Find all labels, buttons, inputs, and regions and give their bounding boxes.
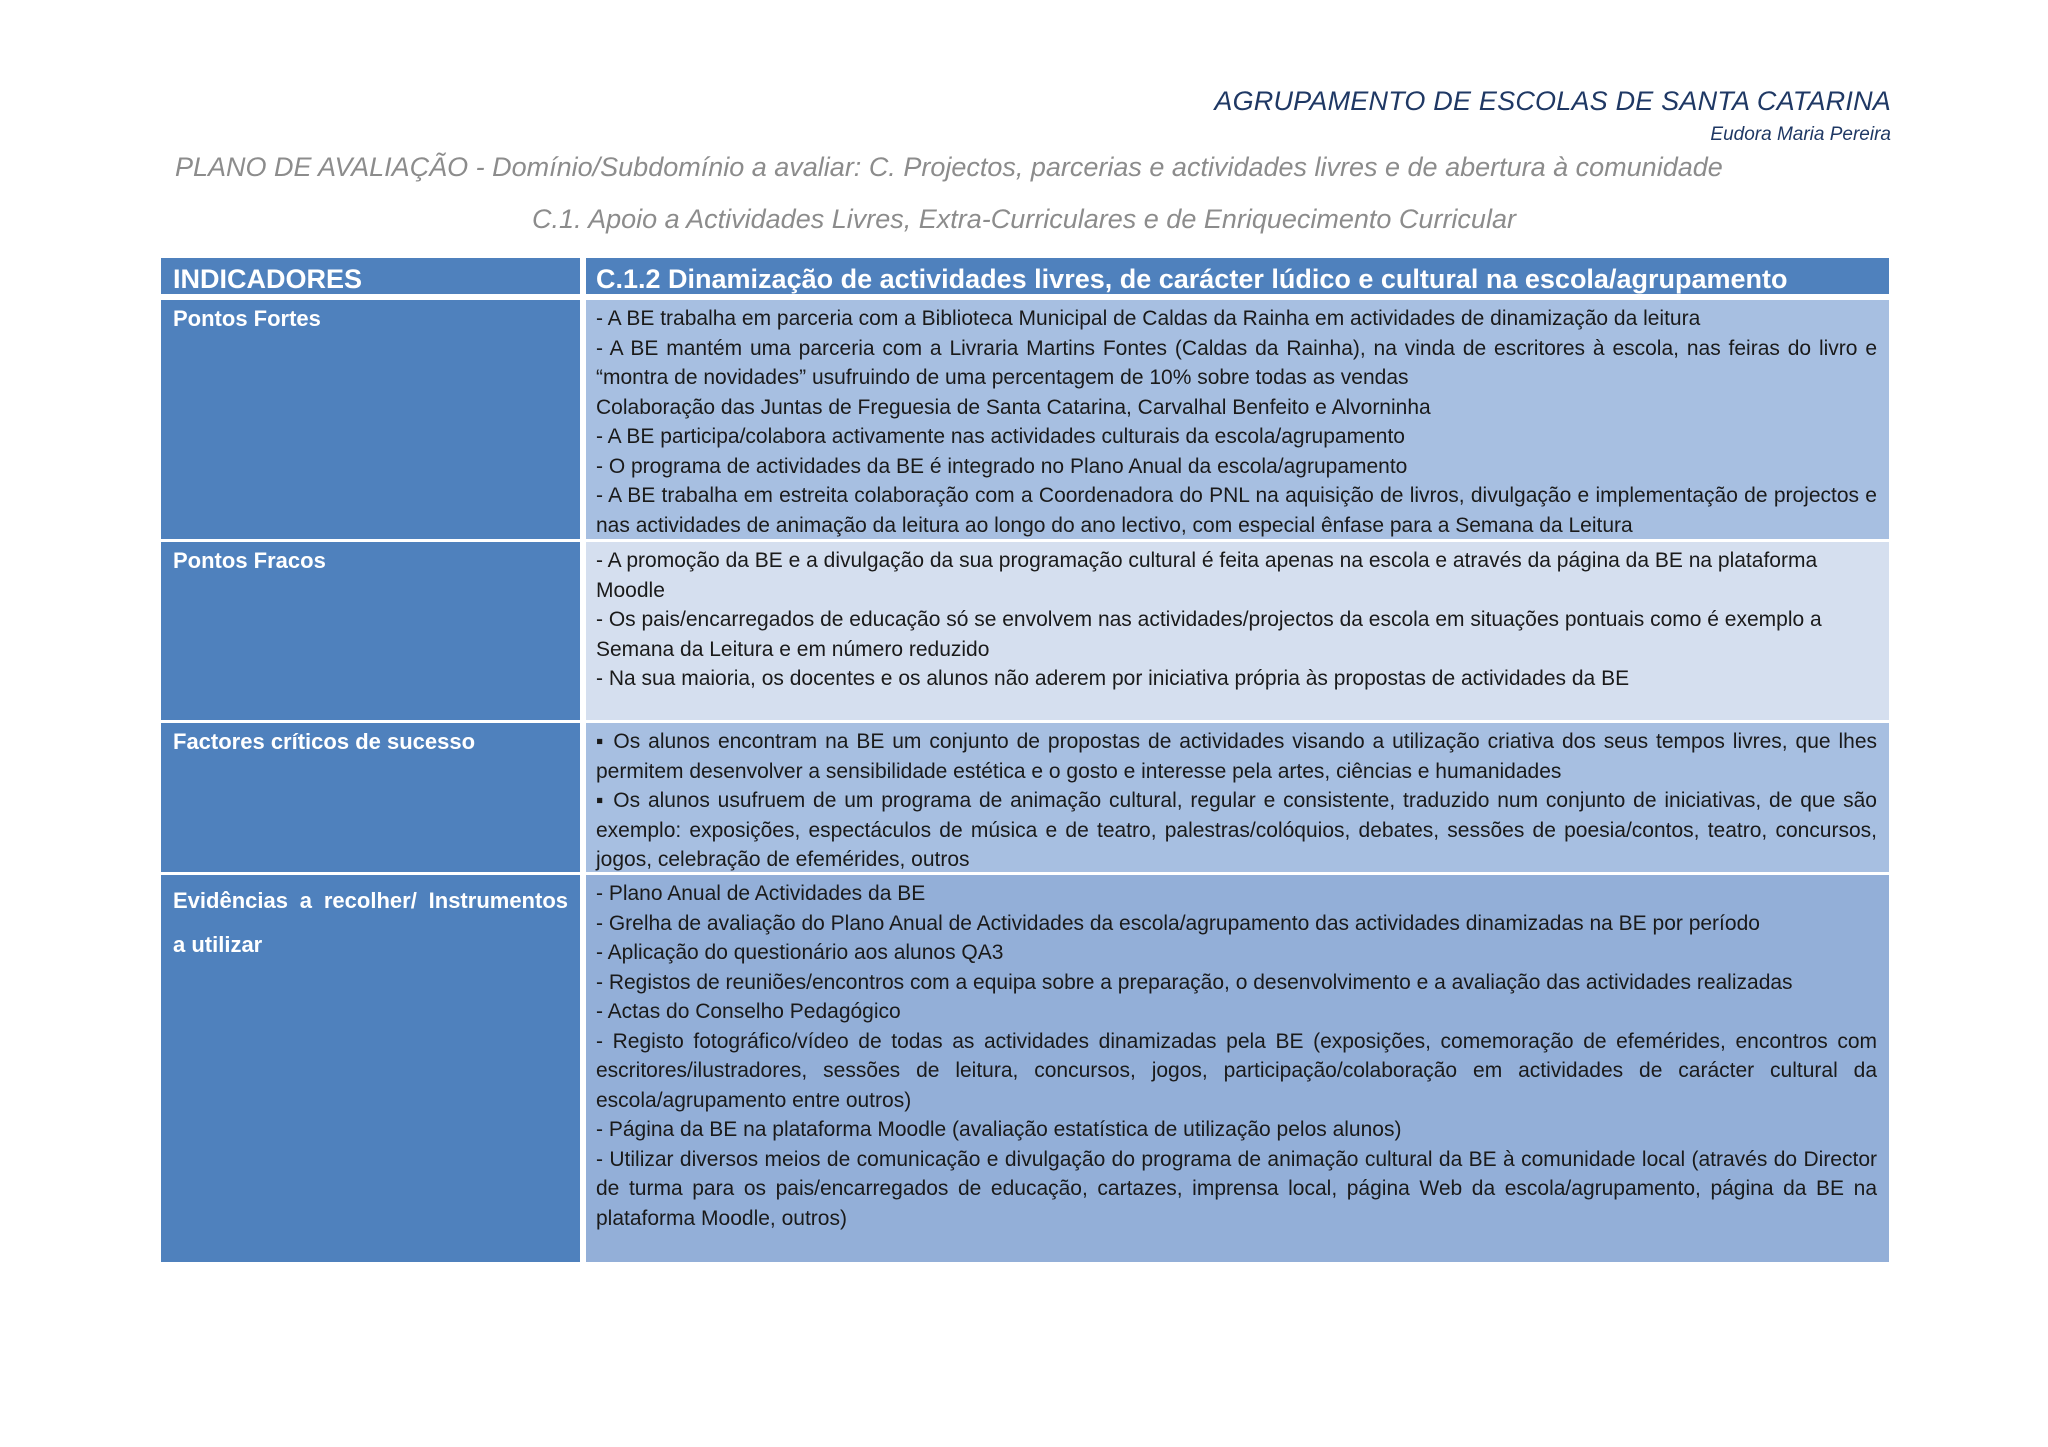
row-line: - A BE trabalha em estreita colaboração com a Coordenadora do PNL na aquisição de livros, divulgação e implementação de projectos e nas actividades de animação da leitura ao longo do ano lectivo, com especial ênfase para a Semana da Leitura xyxy=(596,484,1877,537)
table-row xyxy=(161,300,1889,542)
row-line: - Na sua maioria, os docentes e os alunos não aderem por iniciativa própria às propostas de actividades da BE xyxy=(596,667,1630,690)
table-row xyxy=(161,542,1889,723)
row-line: - A BE trabalha em parceria com a Biblioteca Municipal de Caldas da Rainha em actividades de dinamização da leitura xyxy=(596,307,1701,330)
row-line: - Os pais/encarregados de educação só se envolvem nas actividades/projectos da escola em situações pontuais como é exemplo a Semana da Leitura e em número reduzido xyxy=(596,608,1822,661)
row-line: ▪ Os alunos usufruem de um programa de animação cultural, regular e consistente, traduzido num conjunto de iniciativas, de que são exemplo: exposições, espectáculos de música e de teatro, palestras/colóquios, debates, sessões de poesia/contos, teatro, concursos, jogos, celebração de efemérides, outros xyxy=(596,789,1877,871)
row-line: - Página da BE na plataforma Moodle (avaliação estatística de utilização pelos alunos) xyxy=(596,1118,1402,1141)
table-row xyxy=(161,723,1889,875)
plan-title: PLANO DE AVALIAÇÃO - Domínio/Subdomínio a avaliar: C. Projectos, parcerias e actividades livres e de abertura à comunidade xyxy=(175,152,1723,182)
organization-name: AGRUPAMENTO DE ESCOLAS DE SANTA CATARINA xyxy=(1214,86,1891,116)
section-subtitle: C.1. Apoio a Actividades Livres, Extra-Curriculares e de Enriquecimento Curricular xyxy=(532,204,1516,234)
evaluation-table xyxy=(161,258,1889,1265)
row-line: - O programa de actividades da BE é integrado no Plano Anual da escola/agrupamento xyxy=(596,454,1408,478)
row-line: - Registos de reuniões/encontros com a equipa sobre a preparação, o desenvolvimento e a avaliação das actividades realizadas xyxy=(596,970,1793,994)
row-line: - A BE participa/colabora activamente nas actividades culturais da escola/agrupamento xyxy=(596,425,1405,448)
row-line: ▪ Os alunos encontram na BE um conjunto de propostas de actividades visando a utilização criativa dos seus tempos livres, que lhes permitem desenvolver a sensibilidade estética e o gosto e interesse pela artes, ciências e humanidades xyxy=(596,730,1877,783)
row-line: - Aplicação do questionário aos alunos QA3 xyxy=(596,941,1004,964)
row-content xyxy=(586,723,1889,875)
row-label: Evidências a recolher/ Instrumentos a utilizar xyxy=(161,875,586,1265)
row-line: - Plano Anual de Actividades da BE xyxy=(596,882,926,905)
author-name: Eudora Maria Pereira xyxy=(1710,124,1891,145)
row-line: - A BE mantém uma parceria com a Livraria Martins Fontes (Caldas da Rainha), na vinda de escritores à escola, nas feiras do livro e “montra de novidades” usufruindo de uma percentagem de 10% sobre todas as vendas xyxy=(596,336,1877,389)
table-header-row xyxy=(161,258,1889,300)
row-content xyxy=(586,875,1889,1265)
row-label: Pontos Fortes xyxy=(161,300,586,542)
table-row xyxy=(161,875,1889,1265)
row-line: - A promoção da BE e a divulgação da sua programação cultural é feita apenas na escola e através da página da BE na plataforma Moodle xyxy=(596,549,1818,602)
row-line: - Actas do Conselho Pedagógico xyxy=(596,1000,901,1023)
header-indicator-title: C.1.2 Dinamização de actividades livres, de carácter lúdico e cultural na escola/agrupamento xyxy=(586,258,1889,300)
row-line: - Registo fotográfico/vídeo de todas as actividades dinamizadas pela BE (exposições, comemoração de efemérides, encontros com escritores/ilustradores, sessões de leitura, concursos, jogos, participação/colaboração em actividades de carácter cultural da escola/agrupamento entre outros) xyxy=(596,1029,1877,1112)
row-label: Factores críticos de sucesso xyxy=(161,723,586,875)
row-label: Pontos Fracos xyxy=(161,542,586,723)
row-content xyxy=(586,300,1889,542)
row-content xyxy=(586,542,1889,723)
row-line: Colaboração das Juntas de Freguesia de Santa Catarina, Carvalhal Benfeito e Alvorninha xyxy=(596,395,1431,419)
header-indicadores: INDICADORES xyxy=(161,258,586,300)
row-line: - Grelha de avaliação do Plano Anual de Actividades da escola/agrupamento das actividades dinamizadas na BE por período xyxy=(596,911,1760,935)
row-line: - Utilizar diversos meios de comunicação e divulgação do programa de animação cultural da BE à comunidade local (através do Director de turma para os pais/encarregados de educação, cartazes, imprensa local, página Web da escola/agrupamento, página da BE na plataforma Moodle, outros) xyxy=(596,1147,1877,1230)
